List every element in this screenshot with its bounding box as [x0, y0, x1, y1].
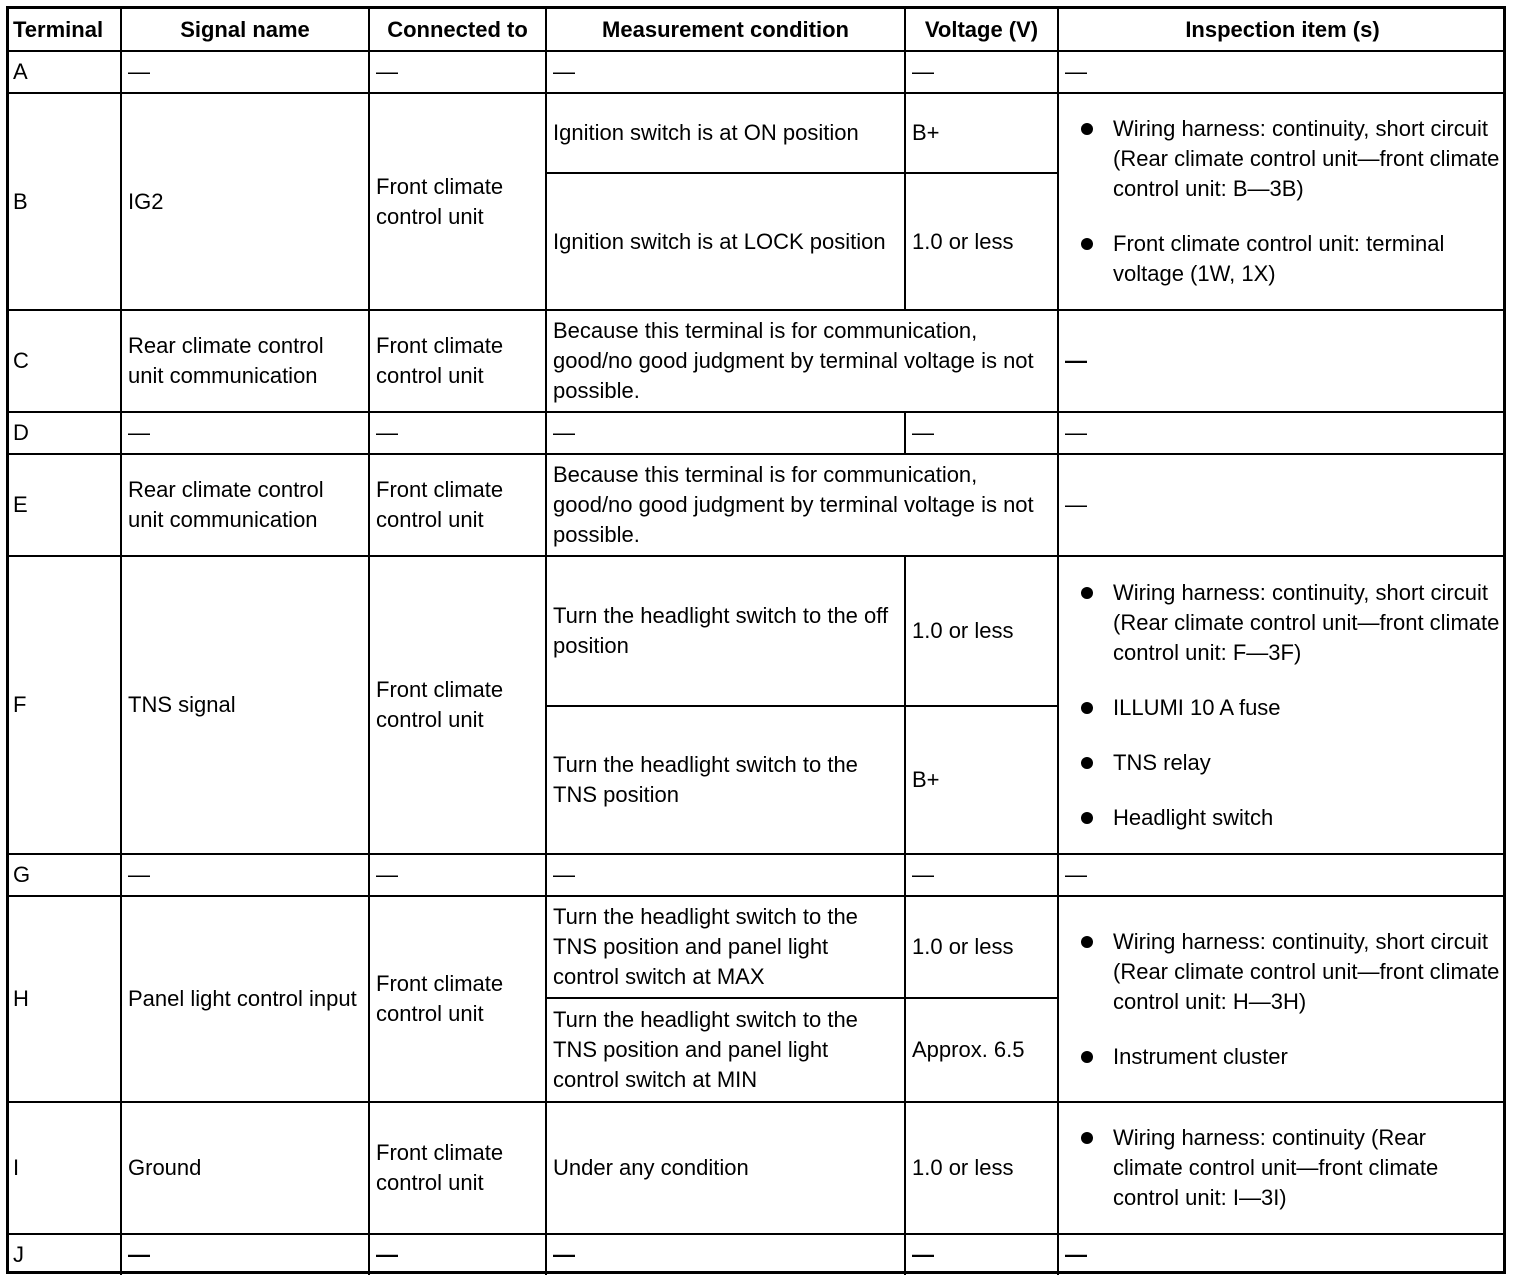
connected-to-cell: Front climate control unit: [369, 310, 546, 412]
voltage-cell: 1.0 or less: [905, 556, 1058, 706]
connected-to-cell: Front climate control unit: [369, 1102, 546, 1234]
header-inspection-items: Inspection item (s): [1058, 9, 1506, 51]
connected-to-cell: —: [369, 854, 546, 896]
table-row-h: [9, 896, 1506, 998]
inspection-item: Instrument cluster: [1113, 1042, 1500, 1072]
measurement-condition-cell: —: [546, 412, 905, 454]
header-signal-name: Signal name: [121, 9, 369, 51]
table-row-j: [9, 1234, 1506, 1275]
terminal-inspection-table: [9, 9, 1506, 1275]
voltage-cell: —: [905, 51, 1058, 93]
measurement-condition-cell: —: [546, 51, 905, 93]
header-row: [9, 9, 1506, 51]
terminal-table-sheet: [6, 6, 1506, 1274]
bullet-icon: [1081, 587, 1093, 599]
measurement-condition-cell: Ignition switch is at ON position: [546, 93, 905, 173]
header-terminal: Terminal: [9, 9, 121, 51]
measurement-condition-cell: —: [546, 854, 905, 896]
header-measurement-condition: Measurement condition: [546, 9, 905, 51]
measurement-condition-cell: Because this terminal is for communication, good/no good judgment by terminal voltage is not possible.: [546, 454, 1058, 556]
connected-to-cell: Front climate control unit: [369, 454, 546, 556]
voltage-cell: —: [905, 854, 1058, 896]
voltage-cell: 1.0 or less: [905, 173, 1058, 310]
terminal-cell: E: [9, 454, 121, 556]
voltage-cell: 1.0 or less: [905, 896, 1058, 998]
table-row-f: [9, 556, 1506, 706]
signal-name-cell: Rear climate control unit communication: [121, 454, 369, 556]
bullet-icon: [1081, 123, 1093, 135]
connected-to-cell: Front climate control unit: [369, 93, 546, 310]
signal-name-cell: —: [121, 412, 369, 454]
measurement-condition-cell: —: [546, 1234, 905, 1275]
table-row-e: [9, 454, 1506, 556]
bullet-icon: [1081, 1051, 1093, 1063]
table-row-g: [9, 854, 1506, 896]
inspection-list: [1065, 578, 1500, 833]
inspection-cell: —: [1058, 51, 1506, 93]
bullet-icon: [1081, 238, 1093, 250]
table-row-a: [9, 51, 1506, 93]
measurement-condition-cell: Because this terminal is for communication, good/no good judgment by terminal voltage is not possible.: [546, 310, 1058, 412]
voltage-cell: —: [905, 1234, 1058, 1275]
table-row-d: [9, 412, 1506, 454]
inspection-item: TNS relay: [1113, 748, 1500, 778]
voltage-cell: B+: [905, 93, 1058, 173]
signal-name-cell: IG2: [121, 93, 369, 310]
connected-to-cell: Front climate control unit: [369, 896, 546, 1102]
measurement-condition-cell: Turn the headlight switch to the TNS position and panel light control switch at MIN: [546, 998, 905, 1102]
measurement-condition-cell: Turn the headlight switch to the TNS position: [546, 706, 905, 854]
signal-name-cell: —: [121, 51, 369, 93]
terminal-cell: H: [9, 896, 121, 1102]
voltage-cell: B+: [905, 706, 1058, 854]
header-connected-to: Connected to: [369, 9, 546, 51]
measurement-condition-cell: Ignition switch is at LOCK position: [546, 173, 905, 310]
voltage-cell: Approx. 6.5: [905, 998, 1058, 1102]
connected-to-cell: —: [369, 51, 546, 93]
bullet-icon: [1081, 757, 1093, 769]
inspection-item: Front climate control unit: terminal voltage (1W, 1X): [1113, 229, 1500, 289]
inspection-cell: [1058, 1102, 1506, 1234]
table-row-i: [9, 1102, 1506, 1234]
inspection-item: ILLUMI 10 A fuse: [1113, 693, 1500, 723]
terminal-cell: B: [9, 93, 121, 310]
inspection-item: Wiring harness: continuity, short circuit (Rear climate control unit—front climate control unit: H—3H): [1113, 927, 1500, 1017]
signal-name-cell: —: [121, 1234, 369, 1275]
inspection-cell: —: [1058, 1234, 1506, 1275]
table-row-c: [9, 310, 1506, 412]
inspection-item: Wiring harness: continuity (Rear climate control unit—front climate control unit: I—3I): [1113, 1123, 1500, 1213]
signal-name-cell: TNS signal: [121, 556, 369, 854]
signal-name-cell: Ground: [121, 1102, 369, 1234]
bullet-icon: [1081, 936, 1093, 948]
terminal-cell: G: [9, 854, 121, 896]
inspection-cell: [1058, 896, 1506, 1102]
terminal-cell: C: [9, 310, 121, 412]
bullet-icon: [1081, 702, 1093, 714]
inspection-list: [1065, 927, 1500, 1072]
connected-to-cell: —: [369, 1234, 546, 1275]
voltage-cell: 1.0 or less: [905, 1102, 1058, 1234]
header-voltage: Voltage (V): [905, 9, 1058, 51]
inspection-item: Wiring harness: continuity, short circuit (Rear climate control unit—front climate control unit: B—3B): [1113, 114, 1500, 204]
inspection-cell: [1058, 556, 1506, 854]
measurement-condition-cell: Under any condition: [546, 1102, 905, 1234]
terminal-cell: J: [9, 1234, 121, 1275]
terminal-cell: F: [9, 556, 121, 854]
inspection-cell: [1058, 93, 1506, 310]
terminal-cell: D: [9, 412, 121, 454]
bullet-icon: [1081, 812, 1093, 824]
voltage-cell: —: [905, 412, 1058, 454]
inspection-cell: —: [1058, 854, 1506, 896]
inspection-cell: —: [1058, 454, 1506, 556]
inspection-list: [1065, 114, 1500, 289]
signal-name-cell: Panel light control input: [121, 896, 369, 1102]
inspection-list: [1065, 1123, 1500, 1213]
connected-to-cell: —: [369, 412, 546, 454]
connected-to-cell: Front climate control unit: [369, 556, 546, 854]
inspection-item: Wiring harness: continuity, short circuit (Rear climate control unit—front climate control unit: F—3F): [1113, 578, 1500, 668]
measurement-condition-cell: Turn the headlight switch to the TNS position and panel light control switch at MAX: [546, 896, 905, 998]
inspection-cell: —: [1058, 412, 1506, 454]
measurement-condition-cell: Turn the headlight switch to the off position: [546, 556, 905, 706]
terminal-cell: I: [9, 1102, 121, 1234]
inspection-cell: —: [1058, 310, 1506, 412]
bullet-icon: [1081, 1132, 1093, 1144]
table-row-b: [9, 93, 1506, 173]
signal-name-cell: —: [121, 854, 369, 896]
inspection-item: Headlight switch: [1113, 803, 1500, 833]
signal-name-cell: Rear climate control unit communication: [121, 310, 369, 412]
terminal-cell: A: [9, 51, 121, 93]
